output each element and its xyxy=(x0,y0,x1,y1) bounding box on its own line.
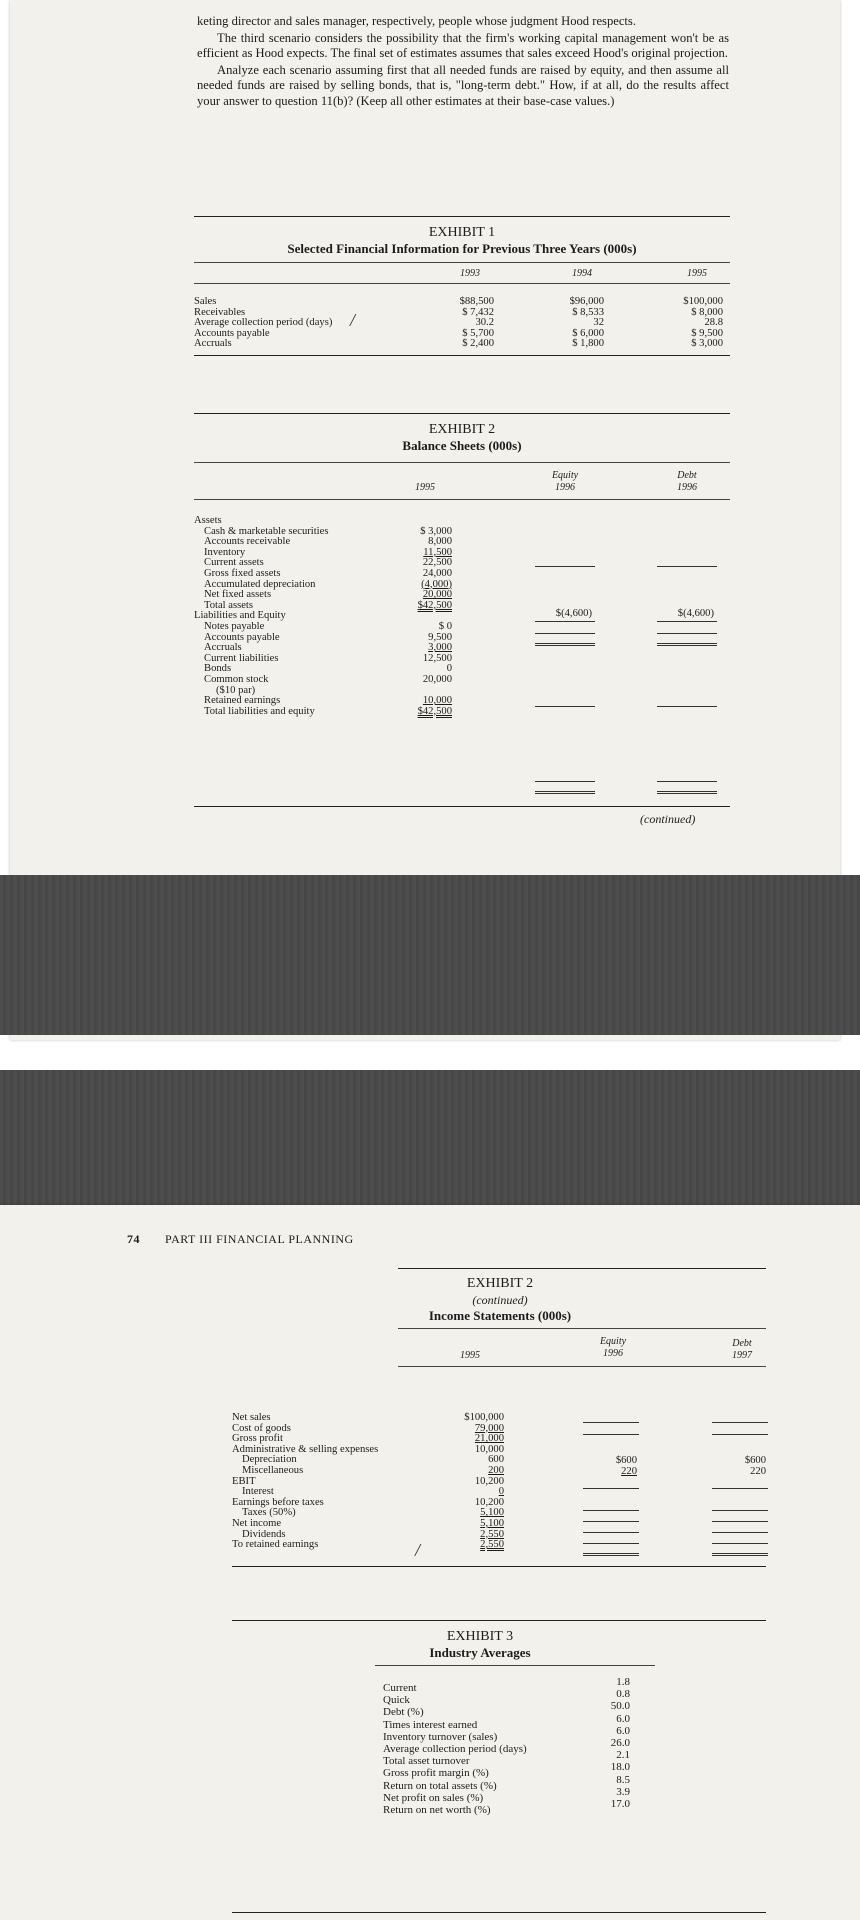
exhibit1-col-1993: 1993 xyxy=(460,268,480,279)
exhibit1-cell: $ 8,000 xyxy=(691,306,723,318)
equity-blank-line xyxy=(583,1532,639,1533)
debt-blank-line xyxy=(712,1521,768,1522)
exhibit3-top-rule xyxy=(232,1620,766,1621)
exhibit3-title: EXHIBIT 3 xyxy=(446,1629,514,1644)
dep-debt: $600 xyxy=(744,1455,766,1466)
balance-value: 12,500 xyxy=(422,652,452,664)
exhibit2-top-rule xyxy=(194,413,730,414)
exhibit1-cell: 32 xyxy=(593,317,604,329)
exhibit1-col-1994-values xyxy=(540,297,604,350)
income-label: Depreciation xyxy=(242,1454,297,1466)
equity-blank-line xyxy=(583,1434,639,1435)
balance-label: Accumulated depreciation xyxy=(204,578,316,590)
industry-value: 50.0 xyxy=(610,1700,630,1713)
debt-blank-line xyxy=(712,1543,768,1544)
exhibit1-row-label: Receivables xyxy=(194,306,246,318)
exhibit1-subheader-rule xyxy=(194,283,730,284)
exhibit3-bottom-rule xyxy=(232,1912,766,1913)
balance-label: Total liabilities and equity xyxy=(204,705,315,717)
pen-mark-icon: / xyxy=(415,1540,421,1560)
income-value: 200 xyxy=(488,1464,504,1476)
balance-label: Notes payable xyxy=(204,620,265,632)
exhibit1-cell: $ 1,800 xyxy=(572,338,604,350)
exhibit1-header-rule xyxy=(194,262,730,263)
page-number: 74 xyxy=(127,1232,140,1246)
debt-blank-line xyxy=(712,1553,768,1556)
balance-label: Current assets xyxy=(204,557,264,569)
balance-label: Cash & marketable securities xyxy=(204,525,329,537)
exhibit2b-1995-values xyxy=(440,1413,504,1551)
industry-value: 26.0 xyxy=(610,1736,630,1749)
income-label: Cost of goods xyxy=(232,1422,291,1434)
exhibit2-col-debt: Debt xyxy=(677,470,697,481)
exhibit1-col-1993-values xyxy=(430,297,494,350)
exhibit1-row-label: Average collection period (days) xyxy=(194,317,333,329)
debt-blank-line xyxy=(657,781,717,782)
balance-label: Retained earnings xyxy=(204,695,281,707)
balance-label: Inventory xyxy=(204,546,246,558)
equity-blank-line xyxy=(535,643,595,646)
income-value: 79,000 xyxy=(474,1422,504,1434)
industry-label: Quick xyxy=(383,1694,410,1707)
income-value: $100,000 xyxy=(464,1412,504,1423)
exhibit3-labels xyxy=(383,1682,527,1816)
exhibit2-subheader-rule xyxy=(194,499,730,500)
exhibit1-row-label: Accruals xyxy=(194,338,232,350)
balance-value: $ 3,000 xyxy=(420,525,452,537)
exhibit2b-continued: (continued) xyxy=(472,1293,528,1307)
income-label: Earnings before taxes xyxy=(232,1496,324,1508)
exhibit2-continued-note: (continued) xyxy=(640,812,696,826)
equity-blank-line xyxy=(583,1543,639,1544)
income-label: Interest xyxy=(242,1486,274,1498)
exhibit1-title: EXHIBIT 1 xyxy=(428,225,496,240)
debt-blank-line xyxy=(657,791,717,794)
exhibit2-col-debt-year: 1996 xyxy=(677,482,697,493)
income-value: 10,000 xyxy=(474,1443,504,1455)
balance-value: 3,000 xyxy=(428,642,452,654)
balance-label: Liabilities and Equity xyxy=(194,610,286,622)
debt-blank-line xyxy=(712,1510,768,1511)
industry-value: 2.1 xyxy=(616,1749,630,1762)
exhibit1-row-label: Accounts payable xyxy=(194,327,270,339)
income-value: 0 xyxy=(498,1486,504,1498)
exhibit1-cell: $ 9,500 xyxy=(691,327,723,339)
industry-value: 6.0 xyxy=(616,1712,630,1725)
exhibit1-top-rule xyxy=(194,216,730,217)
equity-blank-line xyxy=(583,1521,639,1522)
exhibit2b-header-rule xyxy=(398,1328,766,1329)
balance-label: Gross fixed assets xyxy=(204,567,281,579)
balance-label: Accounts payable xyxy=(204,631,280,643)
industry-label: Gross profit margin (%) xyxy=(383,1767,489,1780)
debt-blank-line xyxy=(712,1488,768,1489)
exhibit1-subtitle: Selected Financial Information for Previous Three Years (000s) xyxy=(287,241,637,256)
intro-paragraph-3: Analyze each scenario assuming first that all needed funds are raised by equity, and then assume all needed funds are raised by selling bonds, that is, "long-term debt." How, if at all, do the results affect your answer to question 11(b)? (Keep all other estimates at their base-case values.) xyxy=(197,62,729,108)
equity-blank-line xyxy=(535,781,595,782)
balance-value: 8,000 xyxy=(428,536,452,548)
bottom-dark-shadow xyxy=(0,1070,860,1208)
exhibit1-cell: $96,000 xyxy=(569,296,604,307)
exhibit2-1995-values xyxy=(390,516,452,717)
intro-line-1: keting director and sales manager, respectively, people whose judgment Hood respects. xyxy=(197,14,636,28)
exhibit2-labels xyxy=(194,516,328,717)
exhibit1-row-label: Sales xyxy=(194,296,217,307)
industry-label: Current xyxy=(383,1682,417,1694)
industry-label: Inventory turnover (sales) xyxy=(383,1730,498,1743)
equity-blank-line xyxy=(535,633,595,634)
exhibit3-header-rule xyxy=(375,1665,655,1666)
income-label: Net income xyxy=(232,1517,282,1529)
exhibit1-cell: $ 6,000 xyxy=(572,327,604,339)
balance-label: Bonds xyxy=(204,663,232,675)
balance-label: Accounts receivable xyxy=(204,536,291,548)
balance-value: $42,500 xyxy=(417,705,452,717)
exhibit2b-top-rule xyxy=(398,1268,766,1269)
exhibit2b-title: EXHIBIT 2 xyxy=(466,1276,534,1291)
exhibit3-values xyxy=(590,1676,630,1810)
balance-label: Total assets xyxy=(204,599,253,611)
balance-value: 10,000 xyxy=(422,695,452,707)
industry-label: Net profit on sales (%) xyxy=(383,1791,484,1804)
misc-equity: 220 xyxy=(621,1466,637,1477)
debt-blank-line xyxy=(657,566,717,567)
balance-value: (4,000) xyxy=(421,578,452,590)
exhibit2b-subtitle: Income Statements (000s) xyxy=(428,1308,572,1323)
industry-value: 3.9 xyxy=(616,1785,630,1798)
exhibit2-col-1995: 1995 xyxy=(415,482,435,493)
income-label: Dividends xyxy=(242,1528,286,1540)
exhibit1-cell: $ 3,000 xyxy=(691,338,723,350)
balance-label: ($10 par) xyxy=(216,684,256,696)
equity-blank-line xyxy=(535,566,595,567)
section-header: PART III FINANCIAL PLANNING xyxy=(165,1232,354,1246)
equity-blank-line xyxy=(535,791,595,794)
income-value: 5,100 xyxy=(480,1517,504,1529)
exhibit1-bottom-rule xyxy=(194,355,730,356)
industry-label: Return on total assets (%) xyxy=(383,1779,497,1792)
income-value: 21,000 xyxy=(474,1433,504,1445)
debt-blank-line xyxy=(712,1422,768,1423)
debt-blank-line xyxy=(657,706,717,707)
industry-value: 1.8 xyxy=(616,1676,630,1688)
exhibit2b-labels xyxy=(232,1413,378,1551)
exhibit2b-col-equity: Equity xyxy=(599,1336,627,1347)
exhibit2b-col-debt: Debt xyxy=(732,1338,752,1349)
exhibit2-subtitle: Balance Sheets (000s) xyxy=(402,438,522,453)
income-value: 10,200 xyxy=(474,1496,504,1508)
exhibit1-labels xyxy=(194,297,332,350)
exhibit1-cell: $ 7,432 xyxy=(462,306,494,318)
intro-text xyxy=(197,14,729,109)
balance-value: 20,000 xyxy=(422,673,452,685)
income-value: 600 xyxy=(488,1454,504,1466)
debt-blank-line xyxy=(657,621,717,622)
balance-value: $42,500 xyxy=(417,599,452,611)
balance-value: 20,000 xyxy=(422,589,452,601)
misc-debt: 220 xyxy=(750,1466,766,1477)
exhibit2-title: EXHIBIT 2 xyxy=(428,422,496,437)
balance-value: 0 xyxy=(446,663,452,675)
industry-value: 0.8 xyxy=(616,1688,630,1701)
industry-label: Times interest earned xyxy=(383,1718,478,1731)
industry-value: 17.0 xyxy=(610,1797,630,1810)
dep-equity: $600 xyxy=(615,1455,637,1466)
exhibit1-col-1995: 1995 xyxy=(687,268,707,279)
equity-blank-line xyxy=(535,706,595,707)
equity-blank-line xyxy=(583,1422,639,1423)
accum-dep-equity: $(4,600) xyxy=(555,608,592,619)
exhibit2-bottom-rule xyxy=(194,806,730,807)
exhibit2b-col-debt-year: 1997 xyxy=(732,1350,752,1361)
top-dark-shadow xyxy=(0,875,860,1035)
balance-value: 24,000 xyxy=(422,567,452,579)
accum-dep-debt: $(4,600) xyxy=(677,608,714,619)
equity-blank-line xyxy=(535,621,595,622)
industry-value: 6.0 xyxy=(616,1724,630,1737)
exhibit1-cell: 30.2 xyxy=(475,317,494,329)
intro-paragraph-2: The third scenario considers the possibility that the firm's working capital management won't be as efficient as Hood expects. The final set of estimates assumes that sales exceed Hood's original projection. xyxy=(197,30,729,60)
exhibit1-cell: $88,500 xyxy=(459,296,494,307)
debt-blank-line xyxy=(657,643,717,646)
industry-label: Return on net worth (%) xyxy=(383,1803,491,1816)
exhibit1-cell: $100,000 xyxy=(683,296,723,307)
debt-blank-line xyxy=(712,1532,768,1533)
exhibit2-header-rule xyxy=(194,462,730,463)
industry-value: 18.0 xyxy=(610,1761,630,1774)
balance-value: $ 0 xyxy=(438,620,452,632)
balance-label: Current liabilities xyxy=(204,652,279,664)
balance-value: 22,500 xyxy=(422,557,452,569)
exhibit2b-bottom-rule xyxy=(232,1566,766,1567)
balance-value xyxy=(390,516,452,527)
exhibit1-col-1994: 1994 xyxy=(572,268,592,279)
exhibit1-cell: 28.8 xyxy=(704,317,723,329)
industry-value: 8.5 xyxy=(616,1773,630,1786)
debt-blank-line xyxy=(657,633,717,634)
industry-label: Total asset turnover xyxy=(383,1755,470,1768)
exhibit2-col-equity-year: 1996 xyxy=(555,482,575,493)
balance-value: 11,500 xyxy=(423,546,452,558)
exhibit1-cell: $ 2,400 xyxy=(462,338,494,350)
exhibit1-cell: $ 5,700 xyxy=(462,327,494,339)
exhibit1-col-1995-values xyxy=(655,297,723,350)
balance-label: Net fixed assets xyxy=(204,589,272,601)
exhibit2b-col-equity-year: 1996 xyxy=(603,1348,623,1359)
equity-blank-line xyxy=(583,1488,639,1489)
industry-label: Average collection period (days) xyxy=(383,1742,527,1755)
balance-label: Assets xyxy=(194,515,222,526)
income-value: 10,200 xyxy=(474,1475,504,1487)
equity-blank-line xyxy=(583,1553,639,1556)
pen-mark-icon: / xyxy=(350,310,356,330)
exhibit1-cell: $ 8,533 xyxy=(572,306,604,318)
income-label: Taxes (50%) xyxy=(242,1507,296,1519)
income-label: Net sales xyxy=(232,1412,271,1423)
income-label: Miscellaneous xyxy=(242,1464,304,1476)
exhibit3-subtitle: Industry Averages xyxy=(429,1645,531,1660)
balance-label: Common stock xyxy=(204,673,269,685)
equity-blank-line xyxy=(583,1510,639,1511)
income-value: 2,550 xyxy=(480,1528,504,1540)
income-value: 2,550 xyxy=(480,1539,504,1551)
income-label: EBIT xyxy=(232,1475,256,1487)
exhibit2-col-equity: Equity xyxy=(551,470,579,481)
income-label: Gross profit xyxy=(232,1433,283,1445)
debt-blank-line xyxy=(712,1434,768,1435)
balance-value: 9,500 xyxy=(428,631,452,643)
exhibit2b-subheader-rule xyxy=(398,1366,766,1367)
industry-label: Debt (%) xyxy=(383,1706,424,1719)
income-label: Administrative & selling expenses xyxy=(232,1443,379,1455)
income-value: 5,100 xyxy=(480,1507,504,1519)
balance-label: Accruals xyxy=(204,642,242,654)
exhibit2b-col-1995: 1995 xyxy=(460,1350,480,1361)
income-label: To retained earnings xyxy=(232,1539,319,1551)
